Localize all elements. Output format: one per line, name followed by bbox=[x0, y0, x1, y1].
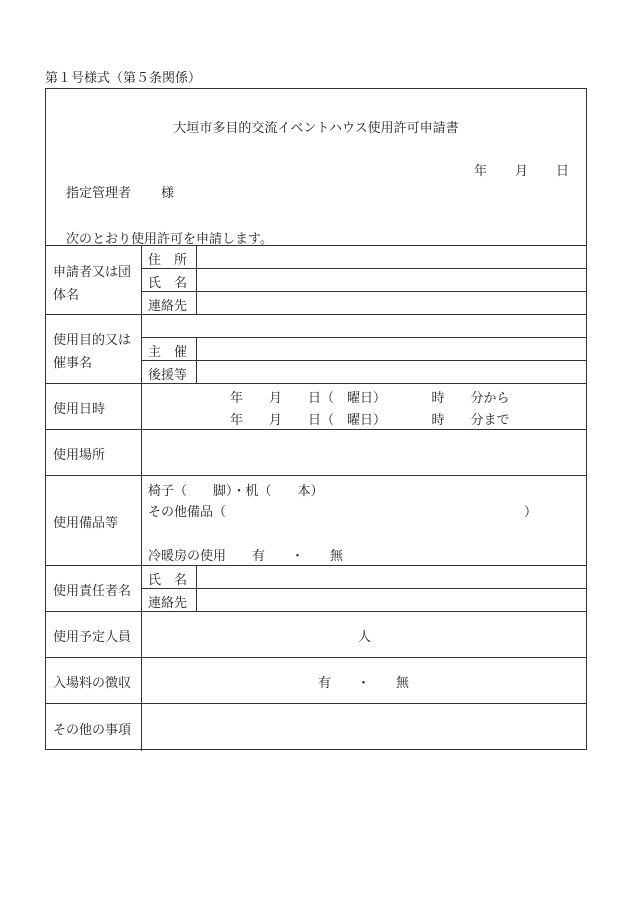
subrow-divider bbox=[141, 337, 586, 338]
responsible-label: 使用責任者名 bbox=[53, 584, 132, 599]
form-number-label: 第１号様式（第５条関係） bbox=[45, 71, 202, 86]
datetime-to-line: 年 月 日（ 曜日） 時 分まで bbox=[230, 413, 510, 428]
datetime-label: 使用日時 bbox=[53, 402, 106, 417]
label-column-divider bbox=[141, 245, 142, 751]
applicant-name-label: 氏 名 bbox=[148, 276, 188, 291]
admission-label: 入場料の徴収 bbox=[53, 676, 132, 691]
equipment-other-close: ） bbox=[524, 505, 538, 520]
addressee-name: 指定管理者 bbox=[66, 186, 132, 201]
applicant-label-line2: 体名 bbox=[53, 288, 80, 303]
row-divider bbox=[46, 314, 586, 315]
subfield-column-divider bbox=[196, 565, 197, 611]
row-divider bbox=[46, 429, 586, 430]
date-month-label: 月 bbox=[515, 164, 529, 179]
row-divider bbox=[46, 565, 586, 566]
sponsor-label: 後援等 bbox=[148, 368, 188, 383]
admission-value: 有 ・ 無 bbox=[318, 676, 410, 691]
form-title: 大垣市多目的交流イベントハウス使用許可申請書 bbox=[173, 121, 459, 136]
subrow-divider bbox=[141, 291, 586, 292]
equipment-other-open: その他備品（ bbox=[148, 505, 227, 520]
applicant-address-label: 住 所 bbox=[148, 253, 188, 268]
purpose-label-line1: 使用目的又は bbox=[53, 333, 132, 348]
row-divider bbox=[46, 383, 586, 384]
date-year-label: 年 bbox=[474, 164, 488, 179]
application-form-table bbox=[45, 88, 587, 750]
place-label: 使用場所 bbox=[53, 448, 106, 463]
row-divider bbox=[46, 475, 586, 476]
subfield-column-divider bbox=[196, 337, 197, 383]
equipment-aircon: 冷暖房の使用 有 ・ 無 bbox=[148, 549, 344, 564]
subfield-column-divider bbox=[196, 245, 197, 314]
row-divider bbox=[46, 657, 586, 658]
subrow-divider bbox=[141, 588, 586, 589]
intro-text: 次のとおり使用許可を申請します。 bbox=[66, 232, 273, 247]
applicant-label-line1: 申請者又は団 bbox=[53, 265, 132, 280]
datetime-from-line: 年 月 日（ 曜日） 時 分から bbox=[230, 391, 510, 406]
row-divider bbox=[46, 611, 586, 612]
addressee-suffix: 様 bbox=[161, 186, 175, 201]
responsible-name-label: 氏 名 bbox=[148, 573, 188, 588]
equipment-label: 使用備品等 bbox=[53, 516, 119, 531]
other-matters-label: その他の事項 bbox=[53, 723, 132, 738]
responsible-contact-label: 連絡先 bbox=[148, 596, 188, 611]
purpose-label-line2: 催事名 bbox=[53, 356, 93, 371]
applicant-contact-label: 連絡先 bbox=[148, 299, 188, 314]
subrow-divider bbox=[141, 268, 586, 269]
attendees-unit: 人 bbox=[358, 630, 372, 645]
row-divider bbox=[46, 245, 586, 246]
date-day-label: 日 bbox=[556, 164, 570, 179]
equipment-chairs-desks: 椅子（ 脚）・机（ 本） bbox=[148, 484, 324, 499]
organizer-label: 主 催 bbox=[148, 345, 188, 360]
subrow-divider bbox=[141, 360, 586, 361]
row-divider bbox=[46, 703, 586, 704]
attendees-label: 使用予定人員 bbox=[53, 630, 132, 645]
